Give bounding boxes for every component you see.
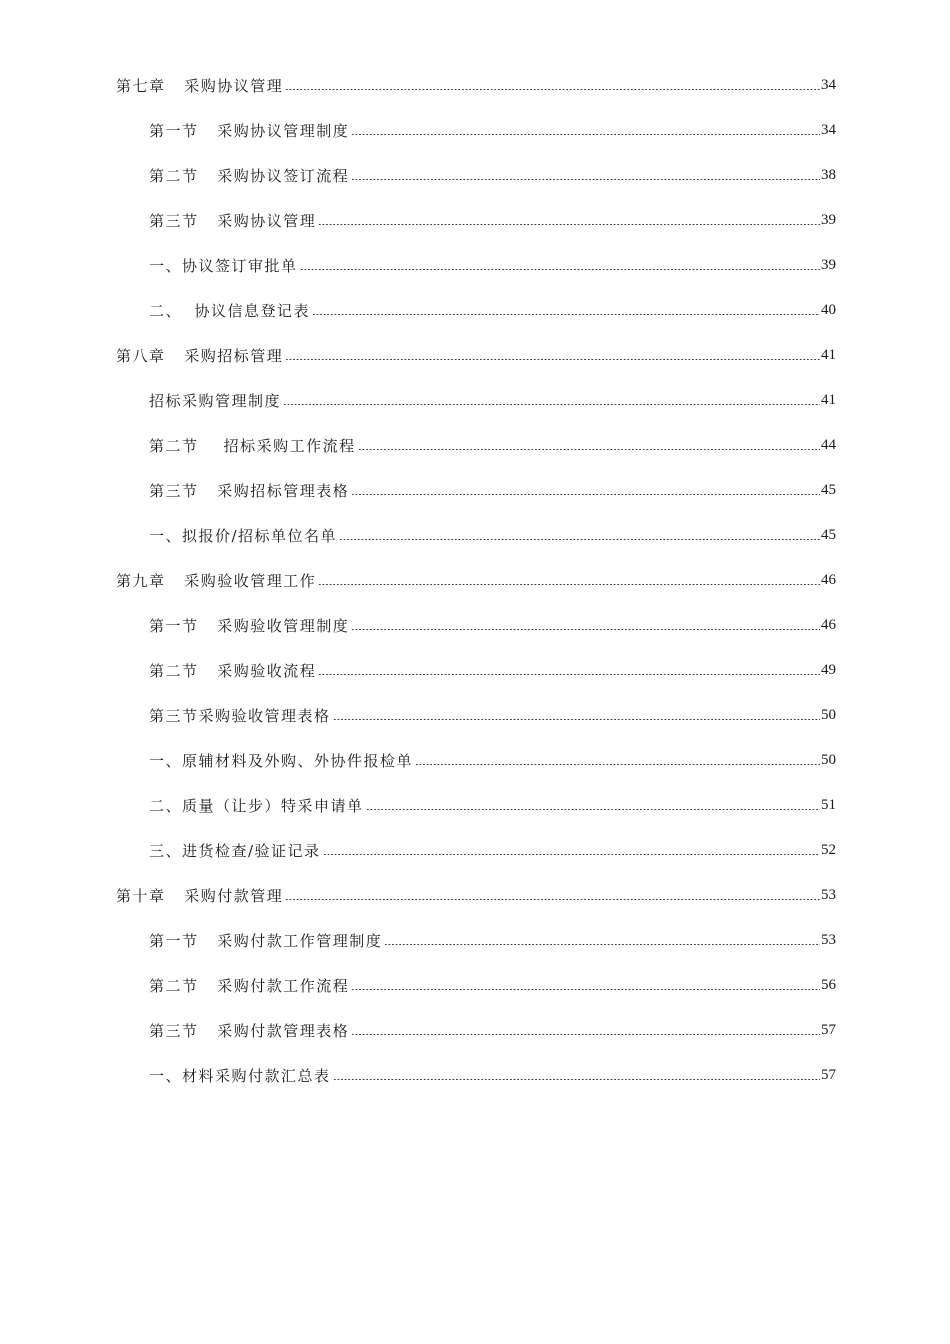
toc-dot-leader: [351, 134, 820, 135]
toc-page-number: 39: [821, 257, 836, 273]
toc-page-number: 57: [821, 1067, 836, 1083]
toc-entry-title: 第二节 采购验收流程: [149, 662, 317, 680]
toc-dot-leader: [333, 719, 820, 720]
toc-dot-leader: [312, 314, 820, 315]
toc-dot-leader: [318, 224, 820, 225]
toc-entry-title: 第三节采购验收管理表格: [149, 707, 331, 725]
toc-chapter-entry[interactable]: [116, 63, 836, 108]
toc-entry-title: 第二节 采购付款工作流程: [149, 977, 350, 995]
toc-section-entry[interactable]: [116, 423, 836, 468]
toc-page-number: 53: [821, 887, 836, 903]
toc-entry-title: 第二节 采购协议签订流程: [149, 167, 350, 185]
toc-page-number: 46: [821, 572, 836, 588]
toc-page-number: 39: [821, 212, 836, 228]
toc-page-number: 34: [821, 77, 836, 93]
toc-section-entry[interactable]: [116, 693, 836, 738]
toc-dot-leader: [318, 674, 820, 675]
toc-dot-leader: [351, 989, 820, 990]
toc-entry-title: 一、协议签订审批单: [149, 257, 298, 275]
toc-section-entry[interactable]: [116, 1053, 836, 1098]
toc-entry-title: 第三节 采购付款管理表格: [149, 1022, 350, 1040]
toc-entry-title: 第七章 采购协议管理: [116, 77, 284, 95]
toc-page-number: 49: [821, 662, 836, 678]
toc-entry-title: 第三节 采购协议管理: [149, 212, 317, 230]
toc-entry-title: 第九章 采购验收管理工作: [116, 572, 317, 590]
toc-page-number: 45: [821, 527, 836, 543]
toc-dot-leader: [366, 809, 820, 810]
toc-entry-title: 一、材料采购付款汇总表: [149, 1067, 331, 1085]
toc-section-entry[interactable]: [116, 783, 836, 828]
toc-section-entry[interactable]: [116, 963, 836, 1008]
toc-page-number: 50: [821, 752, 836, 768]
toc-page-number: 56: [821, 977, 836, 993]
toc-dot-leader: [323, 854, 820, 855]
toc-dot-leader: [351, 1034, 820, 1035]
toc-dot-leader: [415, 764, 820, 765]
toc-section-entry[interactable]: [116, 378, 836, 423]
toc-entry-title: 第三节 采购招标管理表格: [149, 482, 350, 500]
toc-dot-leader: [351, 629, 820, 630]
toc-dot-leader: [285, 359, 820, 360]
toc-dot-leader: [300, 269, 820, 270]
toc-entry-title: 第二节 招标采购工作流程: [149, 437, 356, 455]
toc-entry-title: 第一节 采购协议管理制度: [149, 122, 350, 140]
toc-entry-title: 招标采购管理制度: [149, 392, 282, 410]
toc-entry-title: 第十章 采购付款管理: [116, 887, 284, 905]
toc-page-number: 40: [821, 302, 836, 318]
toc-page-number: 46: [821, 617, 836, 633]
toc-dot-leader: [358, 449, 820, 450]
toc-dot-leader: [339, 539, 820, 540]
toc-chapter-entry[interactable]: [116, 873, 836, 918]
toc-section-entry[interactable]: [116, 648, 836, 693]
toc-entry-title: 二、 协议信息登记表: [149, 302, 311, 320]
toc-section-entry[interactable]: [116, 288, 836, 333]
toc-page-number: 41: [821, 392, 836, 408]
toc-dot-leader: [285, 89, 820, 90]
toc-section-entry[interactable]: [116, 918, 836, 963]
toc-entry-title: 一、拟报价/招标单位名单: [149, 527, 338, 545]
toc-page-number: 38: [821, 167, 836, 183]
toc-section-entry[interactable]: [116, 243, 836, 288]
table-of-contents: [116, 63, 836, 1098]
toc-section-entry[interactable]: [116, 738, 836, 783]
toc-dot-leader: [384, 944, 820, 945]
toc-page-number: 34: [821, 122, 836, 138]
toc-page-number: 53: [821, 932, 836, 948]
toc-page-number: 50: [821, 707, 836, 723]
toc-section-entry[interactable]: [116, 198, 836, 243]
toc-page-number: 41: [821, 347, 836, 363]
toc-dot-leader: [351, 179, 820, 180]
toc-section-entry[interactable]: [116, 1008, 836, 1053]
toc-dot-leader: [351, 494, 820, 495]
toc-page-number: 57: [821, 1022, 836, 1038]
toc-dot-leader: [285, 899, 820, 900]
toc-page-number: 51: [821, 797, 836, 813]
toc-entry-title: 第一节 采购付款工作管理制度: [149, 932, 383, 950]
toc-section-entry[interactable]: [116, 603, 836, 648]
toc-dot-leader: [333, 1079, 820, 1080]
toc-section-entry[interactable]: [116, 828, 836, 873]
toc-page-number: 45: [821, 482, 836, 498]
toc-chapter-entry[interactable]: [116, 558, 836, 603]
toc-entry-title: 第一节 采购验收管理制度: [149, 617, 350, 635]
toc-entry-title: 第八章 采购招标管理: [116, 347, 284, 365]
toc-entry-title: 二、质量（让步）特采申请单: [149, 797, 364, 815]
toc-dot-leader: [318, 584, 820, 585]
toc-page-number: 52: [821, 842, 836, 858]
toc-entry-title: 三、进货检查/验证记录: [149, 842, 321, 860]
toc-dot-leader: [283, 404, 820, 405]
toc-section-entry[interactable]: [116, 108, 836, 153]
toc-section-entry[interactable]: [116, 513, 836, 558]
toc-page-number: 44: [821, 437, 836, 453]
toc-section-entry[interactable]: [116, 468, 836, 513]
toc-section-entry[interactable]: [116, 153, 836, 198]
toc-chapter-entry[interactable]: [116, 333, 836, 378]
toc-entry-title: 一、原辅材料及外购、外协件报检单: [149, 752, 414, 770]
